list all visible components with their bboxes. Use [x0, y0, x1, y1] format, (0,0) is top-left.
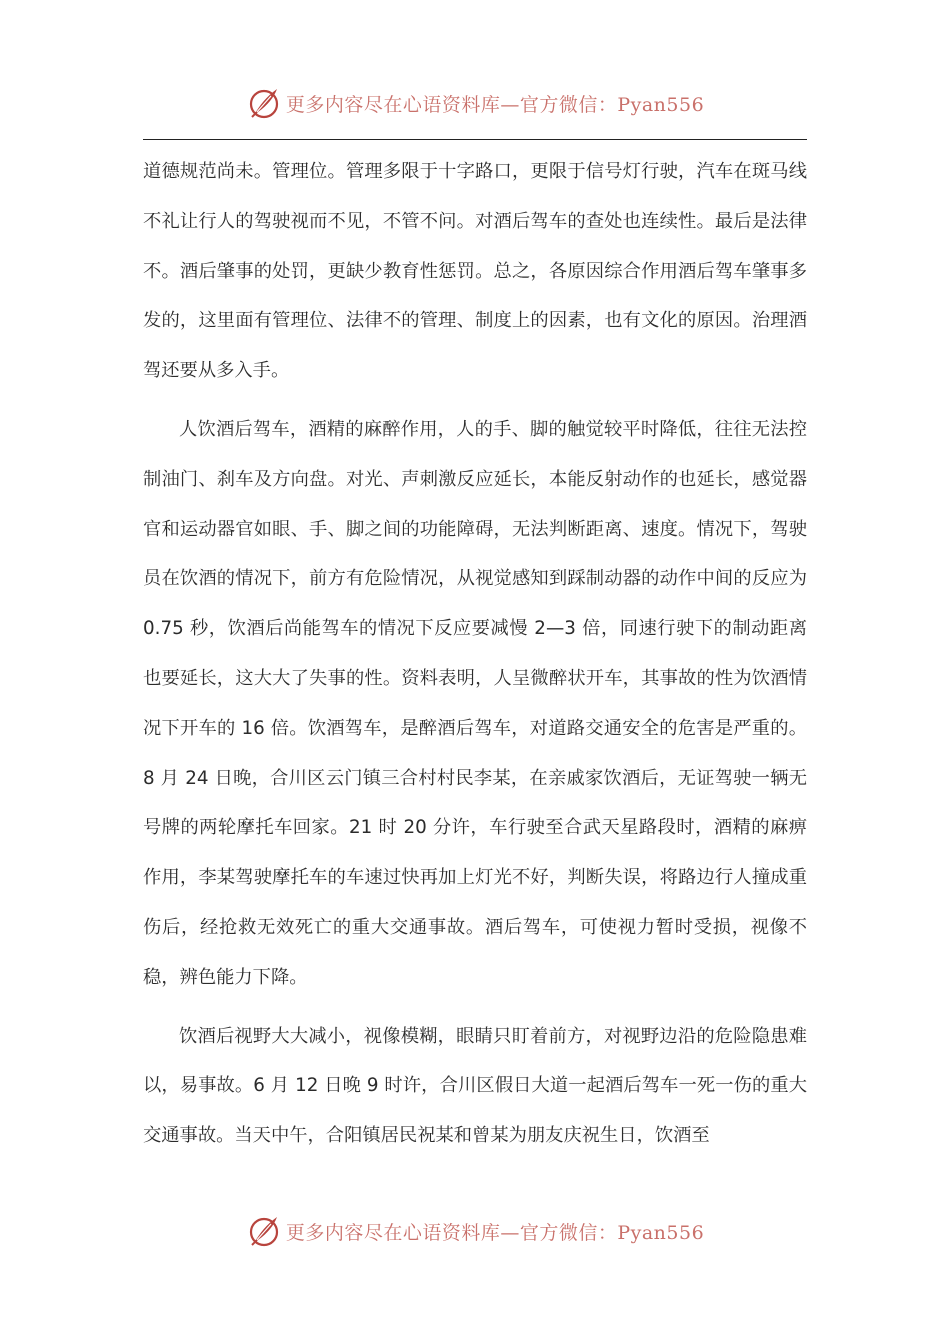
header-divider [143, 139, 807, 140]
quill-logo-icon [246, 85, 282, 121]
document-body [143, 147, 807, 1161]
footer-banner-text: 更多内容尽在心语资料库—官方微信：Pyan556 [285, 1221, 705, 1244]
paragraph-2: 人饮酒后驾车，酒精的麻醉作用，人的手、脚的触觉较平时降低，往往无法控制油门、刹车及方向盘。对光、声刺激反应延长，本能反射动作的也延长，感觉器官和运动器官如眼、手、脚之间的功能障碍，无法判断距离、速度。情况下，驾驶员在饮酒的情况下，前方有危险情况，从视觉感知到踩制动器的动作中间的反应为 0.75 秒，饮酒后尚能驾车的情况下反应要减慢 2—3 倍，同速行驶下的制动距离也要延长，这大大了失事的性。资料表明，人呈微醉状开车，其事故的性为饮酒情况下开车的 16 倍。饮酒驾车，是醉酒后驾车，对道路交通安全的危害是严重的。8 月 24 日晚，合川区云门镇三合村村民李某，在亲戚家饮酒后，无证驾驶一辆无号牌的两轮摩托车回家。21 时 20 分许，车行驶至合武天星路段时，酒精的麻痹作用，李某驾驶摩托车的车速过快再加上灯光不好，判断失误，将路边行人撞成重伤后，经抢救无效死亡的重大交通事故。酒后驾车，可使视力暂时受损，视像不稳，辨色能力下降。 [143, 418, 807, 988]
header-banner [0, 83, 950, 123]
footer-banner [0, 1211, 950, 1251]
header-banner-text: 更多内容尽在心语资料库—官方微信：Pyan556 [285, 93, 705, 116]
quill-logo-icon [246, 1213, 282, 1249]
paragraph-1: 道德规范尚未。管理位。管理多限于十字路口，更限于信号灯行驶，汽车在斑马线不礼让行人的驾驶视而不见，不管不问。对酒后驾车的查处也连续性。最后是法律不。酒后肇事的处罚，更缺少教育性惩罚。总之，各原因综合作用酒后驾车肇事多发的，这里面有管理位、法律不的管理、制度上的因素，也有文化的原因。治理酒驾还要从多入手。 [143, 161, 807, 382]
paragraph-3: 饮酒后视野大大减小，视像模糊，眼睛只盯着前方，对视野边沿的危险隐患难以，易事故。6 月 12 日晚 9 时许，合川区假日大道一起酒后驾车一死一伤的重大交通事故。当天中午，合阳镇居民祝某和曾某为朋友庆祝生日，饮酒至 [143, 1025, 807, 1147]
